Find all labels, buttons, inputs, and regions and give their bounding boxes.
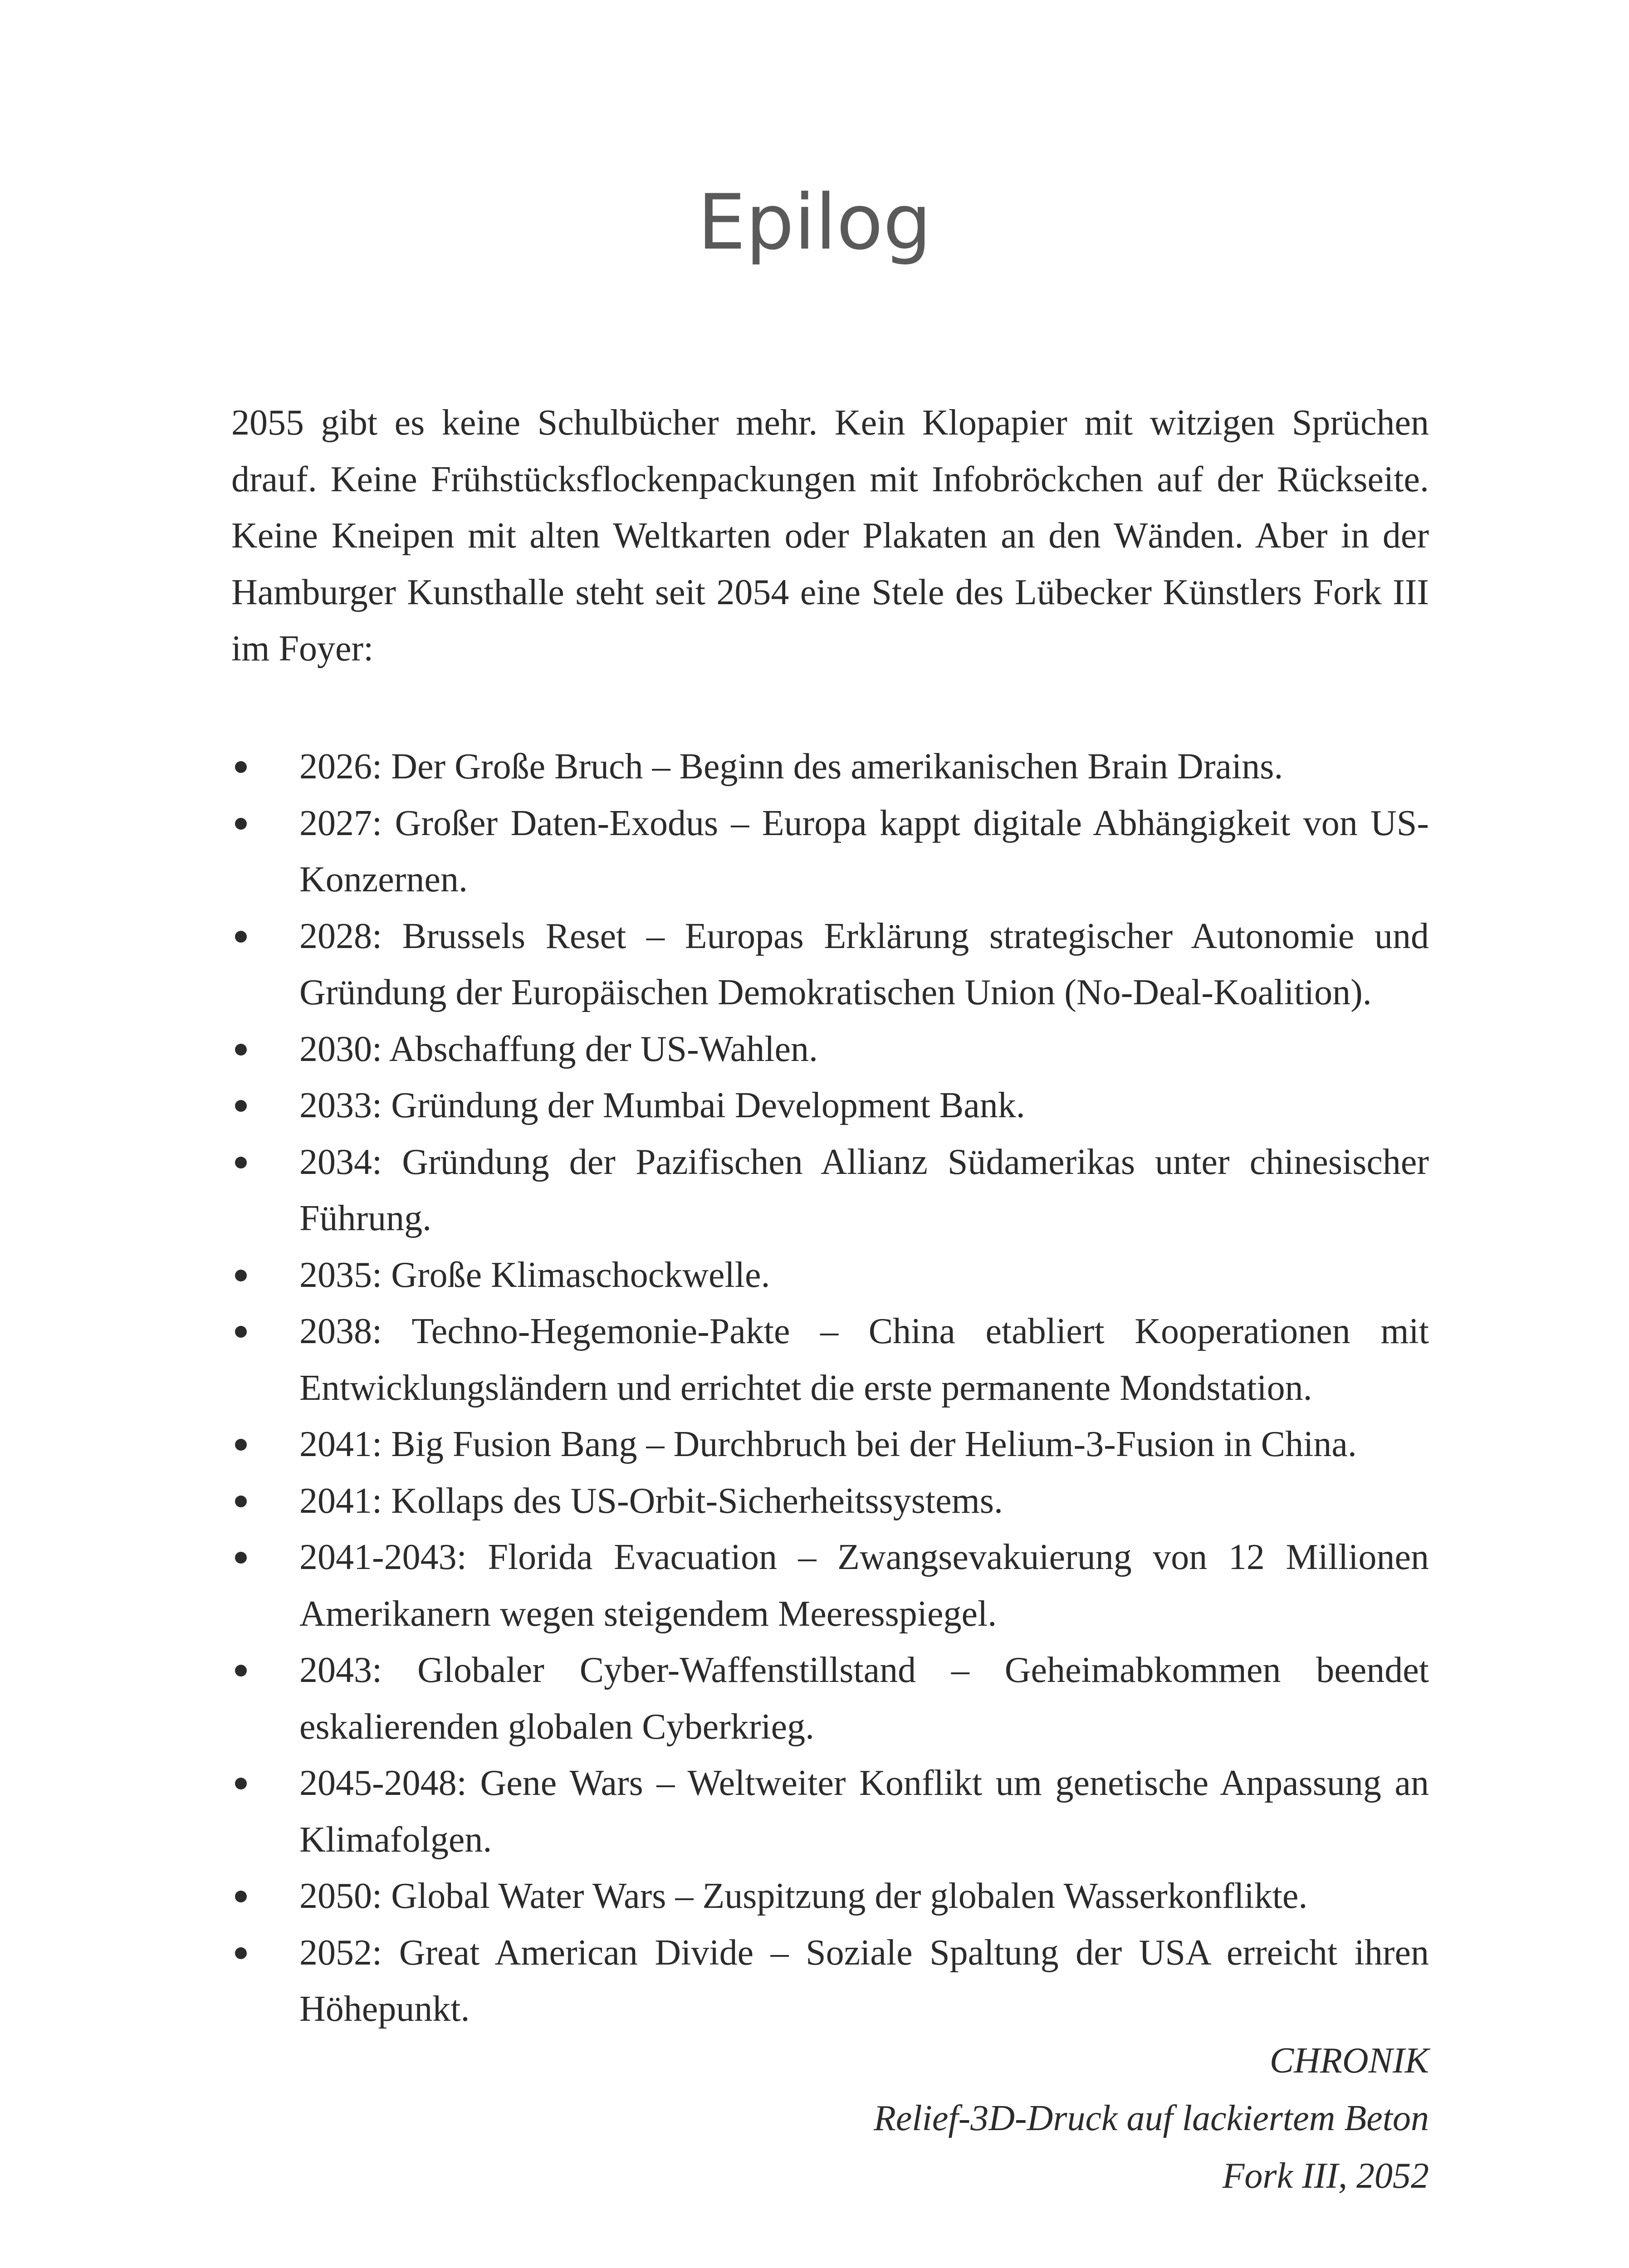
bullet-icon xyxy=(235,1100,247,1112)
bullet-icon xyxy=(235,761,247,773)
list-item-text: 2026: Der Große Bruch – Beginn des amerikanischen Brain Drains. xyxy=(299,747,1283,787)
bullet-icon xyxy=(235,1891,247,1902)
caption-artist: Fork III, 2052 xyxy=(1222,2156,1429,2196)
bullet-icon xyxy=(235,1270,247,1281)
list-item xyxy=(231,795,1429,908)
list-item xyxy=(231,1021,1429,1078)
caption-title: CHRONIK xyxy=(1269,2041,1429,2081)
list-item-text: 2041: Big Fusion Bang – Durchbruch bei der Helium-3-Fusion in China. xyxy=(299,1424,1357,1464)
bullet-icon xyxy=(235,1439,247,1451)
bullet-icon xyxy=(235,1157,247,1168)
list-item xyxy=(231,1303,1429,1416)
intro-paragraph: 2055 gibt es keine Schulbücher mehr. Kein Klopapier mit witzigen Sprüchen drauf. Keine Frühstücksflockenpackungen mit Infobröckchen auf der Rückseite. Keine Kneipen mit alten Weltkarten oder Plakaten an den Wänden. Aber in der Hamburger Kunsthalle steht seit 2054 eine Stele des Lübecker Künstlers Fork III im Foyer: xyxy=(231,403,1429,669)
list-item-text: 2041-2043: Florida Evacuation – Zwangsevakuierung von 12 Millionen Amerikanern wegen steigendem Meeresspiegel. xyxy=(299,1537,1429,1634)
bullet-icon xyxy=(235,1326,247,1338)
list-item-text: 2043: Globaler Cyber-Waffenstillstand – Geheimabkommen beendet eskalierenden globalen Cyberkrieg. xyxy=(299,1650,1429,1747)
bullet-icon xyxy=(235,1496,247,1507)
bullet-icon xyxy=(235,1947,247,1959)
list-item xyxy=(231,1529,1429,1642)
list-item-text: 2027: Großer Daten-Exodus – Europa kappt digitale Abhängigkeit von US-Konzernen. xyxy=(299,803,1429,899)
list-item xyxy=(231,1642,1429,1755)
chapter-title: Epilog xyxy=(697,178,932,267)
list-item xyxy=(231,908,1429,1021)
list-item-text: 2052: Great American Divide – Soziale Spaltung der USA erreicht ihren Höhepunkt. xyxy=(299,1932,1429,2029)
bullet-icon xyxy=(235,1665,247,1677)
list-item xyxy=(231,1755,1429,1868)
list-item-text: 2035: Große Klimaschockwelle. xyxy=(299,1255,770,1295)
bullet-icon xyxy=(235,1778,247,1789)
list-item xyxy=(231,1416,1429,1473)
chronicle-list xyxy=(231,738,1429,2038)
list-item-text: 2030: Abschaffung der US-Wahlen. xyxy=(299,1029,818,1069)
bullet-icon xyxy=(235,1044,247,1056)
bullet-icon xyxy=(235,818,247,830)
caption-medium: Relief-3D-Druck auf lackiertem Beton xyxy=(874,2098,1429,2138)
list-item-text: 2038: Techno-Hegemonie-Pakte – China etabliert Kooperationen mit Entwicklungsländern und errichtet die erste permanente Mondstation. xyxy=(299,1311,1429,1408)
list-item-text: 2050: Global Water Wars – Zuspitzung der globalen Wasserkonflikte. xyxy=(299,1876,1308,1916)
list-item-text: 2041: Kollaps des US-Orbit-Sicherheitssystems. xyxy=(299,1481,1003,1521)
list-item-text: 2045-2048: Gene Wars – Weltweiter Konflikt um genetische Anpassung an Klimafolgen. xyxy=(299,1763,1429,1860)
list-item xyxy=(231,1247,1429,1304)
list-item xyxy=(231,1868,1429,1925)
list-item-text: 2033: Gründung der Mumbai Development Bank. xyxy=(299,1085,1025,1125)
list-item-text: 2034: Gründung der Pazifischen Allianz Südamerikas unter chinesischer Führung. xyxy=(299,1142,1429,1238)
artwork-caption xyxy=(231,2032,1429,2205)
list-item xyxy=(231,1925,1429,2038)
list-item-text: 2028: Brussels Reset – Europas Erklärung strategischer Autonomie und Gründung der Europäischen Demokratischen Union (No-Deal-Koalition). xyxy=(299,916,1429,1012)
list-item xyxy=(231,738,1429,795)
bullet-icon xyxy=(235,1552,247,1564)
list-item xyxy=(231,1473,1429,1530)
list-item xyxy=(231,1077,1429,1134)
bullet-icon xyxy=(235,931,247,943)
list-item xyxy=(231,1134,1429,1247)
